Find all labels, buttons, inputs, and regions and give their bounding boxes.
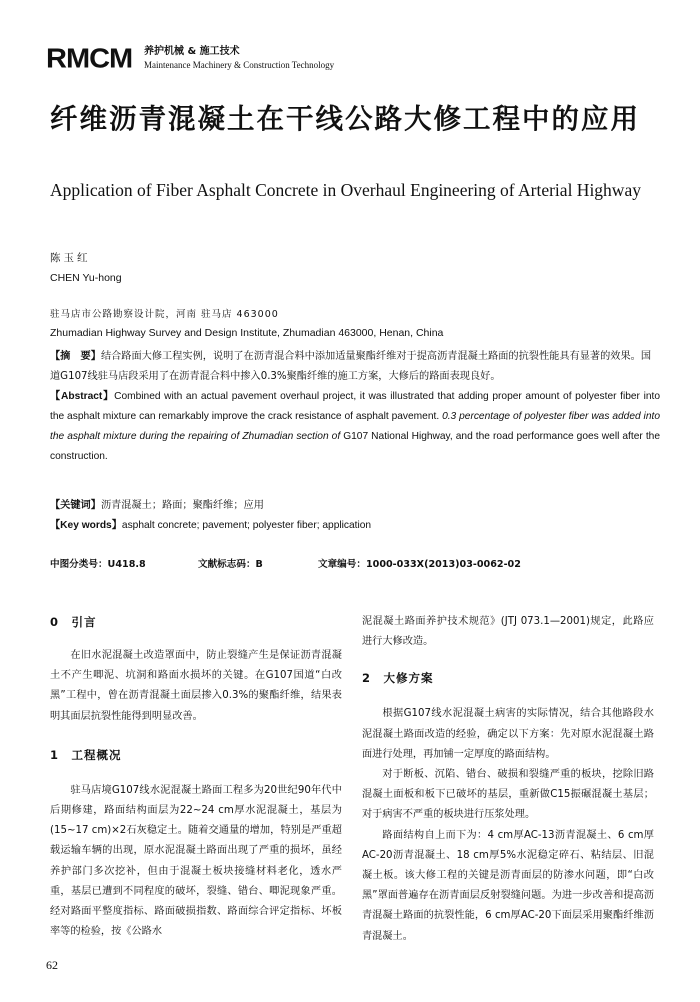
affiliation-en: Zhumadian Highway Survey and Design Institute, Zhumadian 463000, Henan, China (50, 327, 444, 339)
left-column (50, 612, 342, 942)
title-cn: 纤维沥青混凝土在干线公路大修工程中的应用 (50, 103, 640, 135)
abstract-en (50, 387, 660, 467)
author-cn: 陈玉红 (50, 252, 91, 264)
abstract-en-text-2: 0.3 percentage of polyester fiber was added into the asphalt mixture during the repairing of Zhumadian section of (50, 411, 660, 442)
section-1-paragraph: 驻马店境G107线水泥混凝土路面工程多为20世纪90年代中后期修建，路面结构面层为22~24 cm厚水泥混凝土，基层为(15~17 cm)×2石灰稳定土。随着交通量的增加，特别是严重超载运输车辆的出现，原水泥混凝土路面出现了严重的损坏，虽经养护部门多次挖补，但由于混凝土板块接缝材料老化，透水严重，基层已遭到不同程度的破坏，裂缝、错台、唧泥现象严重。经对路面平整度指标、路面破损指数、路面综合评定指标、坏板率等的检验，按《公路水 (50, 784, 342, 938)
journal-logo: RMCM (46, 43, 133, 75)
keywords-en-text: asphalt concrete; pavement; polyester fiber; application (121, 520, 372, 531)
right-column-continuation: 泥混凝土路面养护技术规范》(JTJ 073.1—2001)规定，此路应进行大修改造。 (362, 616, 654, 648)
abstract-cn (50, 347, 660, 387)
keywords-en (50, 516, 660, 536)
section-1-heading: 1 工程概况 (50, 747, 122, 762)
keywords (50, 496, 660, 536)
page-number: 62 (46, 958, 58, 972)
abstract-cn-label: 【摘 要】 (50, 351, 101, 362)
abstract-en-text-3: G107 National Highway, and the road performance goes well after the construction. (50, 431, 660, 462)
keywords-cn-label: 【关键词】 (50, 500, 101, 511)
document-code: 文献标志码：B (198, 559, 263, 570)
section-0-heading: 0 引言 (50, 615, 97, 629)
abstract-en-text-1: Combined with an actual pavement overhaul project, it was illustrated that adding proper amount of polyester fiber into the asphalt mixture can remarkably improve the crack resistance of asphalt pavement. (50, 391, 661, 422)
abstract (50, 347, 660, 467)
section-2-paragraph-3: 路面结构自上而下为：4 cm厚AC-13沥青混凝土、6 cm厚AC-20沥青混凝土、18 cm厚5%水泥稳定碎石、粘结层、旧混凝土板。该大修工程的关键是沥青面层的防渗水问题，即“白改黑”罩面普遍存在沥青面层反射裂缝问题。为进一步改善和提高沥青混凝土路面的抗裂性能，6 cm厚AC-20下面层采用聚酯纤维沥青混凝土。 (362, 829, 654, 942)
clc-number: 中图分类号：U418.8 (50, 559, 146, 570)
journal-name-en: Maintenance Machinery & Construction Technology (144, 60, 335, 70)
affiliation-cn: 驻马店市公路勘察设计院，河南 驻马店 463000 (50, 309, 279, 320)
journal-name-cn: 养护机械 & 施工技术 (144, 46, 240, 57)
abstract-en-label: 【Abstract】 (50, 391, 115, 402)
author-en: CHEN Yu-hong (50, 272, 122, 284)
title-en: Application of Fiber Asphalt Concrete in Overhaul Engineering of Arterial Highway (50, 180, 641, 200)
section-2-heading: 2 大修方案 (362, 671, 434, 686)
section-0-paragraph: 在旧水泥混凝土改造罩面中，防止裂缝产生是保证沥青混凝土不产生唧泥、坑洞和路面水损坏的关键。在G107国道“白改黑”工程中，曾在沥青混凝土面层掺入0.3%的聚酯纤维，结果表明其面层抗裂性能得到明显改善。 (50, 650, 342, 722)
article-number: 文章编号：1000-033X(2013)03-0062-02 (318, 559, 521, 570)
section-2-paragraph-1: 根据G107线水泥混凝土病害的实际情况，结合其他路段水泥混凝土路面改造的经验，确定以下方案：先对原水泥混凝土路面进行处理，再加铺一定厚度的路面结构。 (362, 708, 654, 760)
abstract-cn-text: 结合路面大修工程实例，说明了在沥青混合料中添加适量聚酯纤维对于提高沥青混凝土路面的抗裂性能具有显著的效果。国道G107线驻马店段采用了在沥青混合料中掺入0.3%聚酯纤维的施工方案，大修后的路面表现良好。 (50, 351, 652, 382)
keywords-en-label: 【Key words】 (50, 520, 122, 531)
keywords-cn (50, 496, 660, 516)
right-column (362, 612, 654, 947)
keywords-cn-text: 沥青混凝土；路面；聚酯纤维；应用 (100, 500, 264, 511)
section-2-paragraph-2: 对于断板、沉陷、错台、破损和裂缝严重的板块，挖除旧路混凝土面板和板下已破坏的基层，重新做C15振碾混凝土基层；对于病害不严重的板块进行压浆处理。 (362, 769, 654, 821)
